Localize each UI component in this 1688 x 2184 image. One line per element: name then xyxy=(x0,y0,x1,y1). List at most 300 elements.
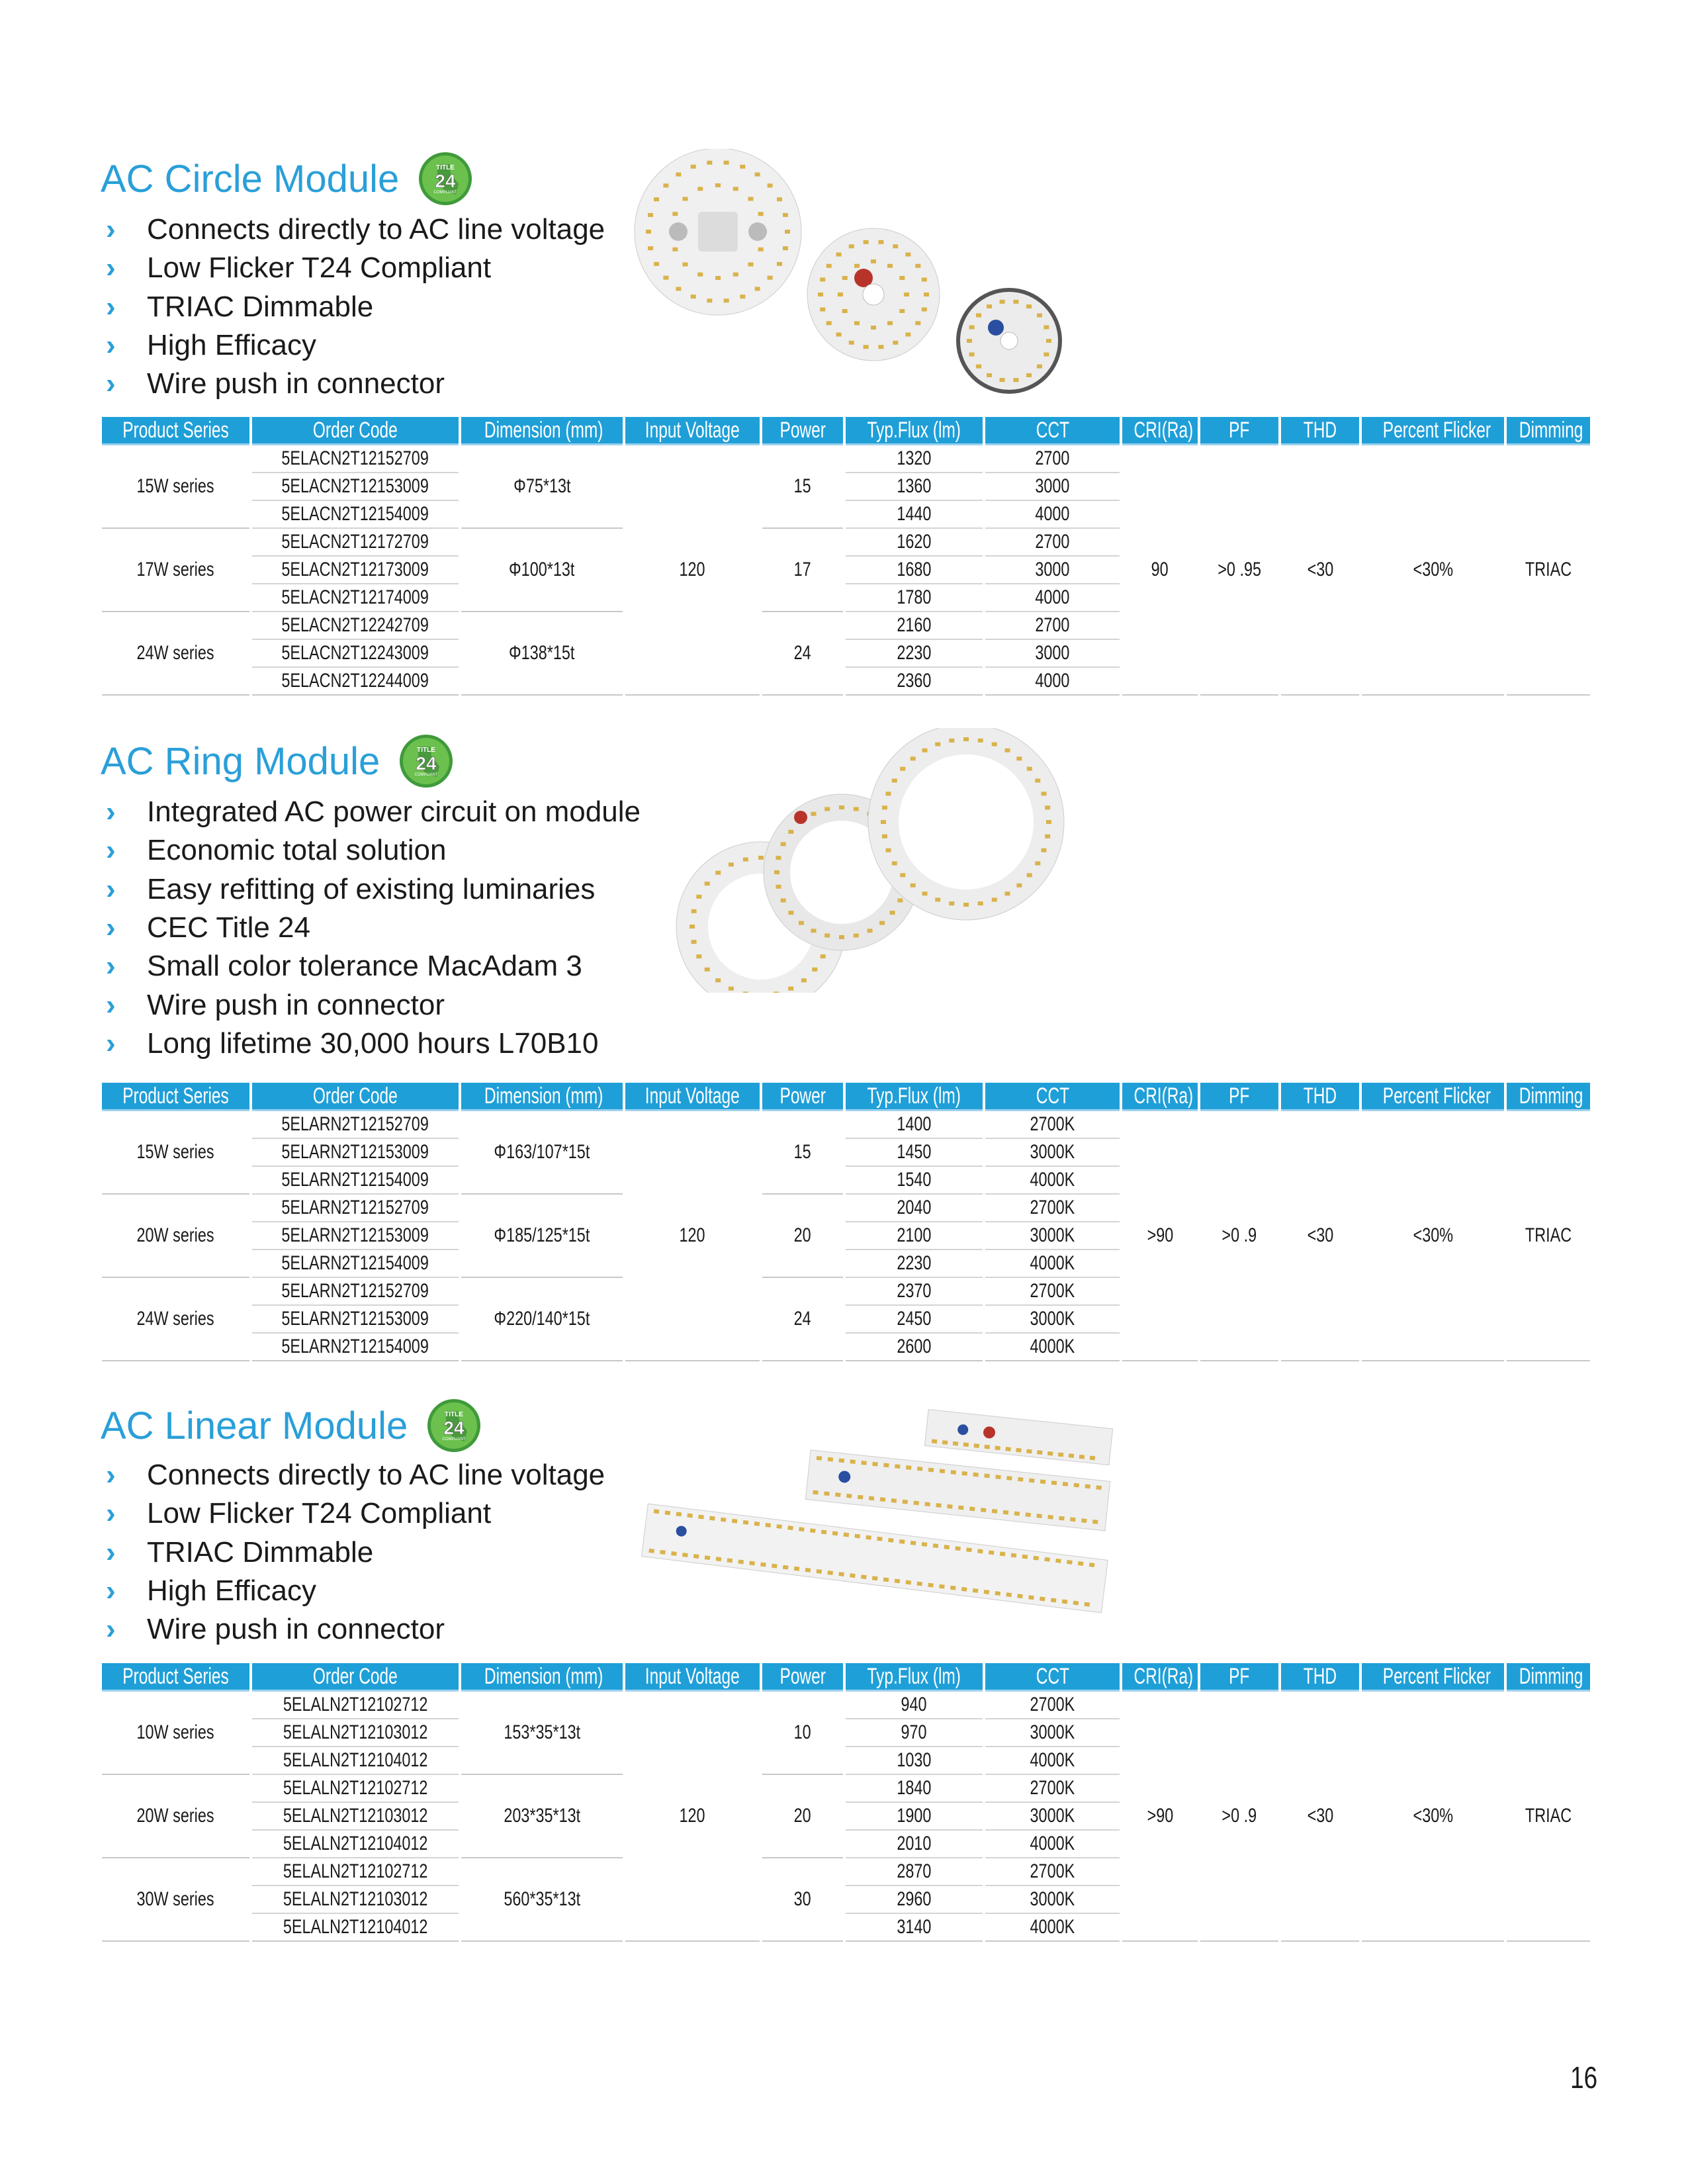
column-header-dimension-mm xyxy=(461,1083,623,1111)
cct-cell xyxy=(985,557,1120,584)
product-series-cell xyxy=(102,1111,249,1195)
order-code-cell xyxy=(252,584,459,612)
order-code: 5ELACN2T12244009 xyxy=(281,670,429,692)
cct: 4000K xyxy=(1030,1336,1075,1357)
column-header-thd xyxy=(1281,417,1359,445)
feature-text: TRIAC Dimmable xyxy=(147,1535,374,1569)
power-cell xyxy=(762,1278,843,1361)
product-series: 24W series xyxy=(136,642,215,664)
flux: 1540 xyxy=(897,1169,932,1191)
dimming: TRIAC xyxy=(1525,1224,1572,1246)
column-header-text: Product Series xyxy=(122,417,229,443)
dimming: TRIAC xyxy=(1525,559,1572,580)
page-number xyxy=(1567,2060,1601,2095)
column-header-text: Typ.Flux (lm) xyxy=(867,1083,961,1109)
dimension-cell xyxy=(461,1111,623,1195)
table-header-row xyxy=(102,1663,1590,1692)
feature-text: Easy refitting of existing luminaries xyxy=(147,872,596,905)
order-code: 5ELALN2T12104012 xyxy=(283,1833,428,1854)
column-header-pf xyxy=(1200,1083,1278,1111)
power: 30 xyxy=(793,1888,812,1910)
order-code-cell xyxy=(252,612,459,640)
power-cell xyxy=(762,1195,843,1278)
feature-item xyxy=(106,249,605,287)
flux-cell xyxy=(846,1306,983,1334)
column-header-text: PF xyxy=(1229,1083,1250,1109)
title-24-badge-icon xyxy=(398,733,454,789)
chevron-right-icon: › xyxy=(106,796,116,829)
feature-text: Connects directly to AC line voltage xyxy=(147,213,605,246)
flux: 1360 xyxy=(897,475,932,497)
column-header-text: Percent Flicker xyxy=(1382,417,1491,443)
dimension: Φ220/140*15t xyxy=(494,1308,590,1330)
feature-list xyxy=(106,210,605,403)
order-code: 5ELARN2T12153009 xyxy=(281,1308,429,1330)
order-code-cell xyxy=(252,1803,459,1831)
order-code: 5ELARN2T12152709 xyxy=(281,1197,429,1218)
page-number-text: 16 xyxy=(1570,2060,1598,2095)
dimension-cell xyxy=(461,1775,623,1858)
cct: 4000K xyxy=(1030,1833,1075,1854)
order-code-cell xyxy=(252,1139,459,1167)
svg-text:TITLE: TITLE xyxy=(445,1411,464,1418)
chevron-right-icon: › xyxy=(106,950,116,983)
cct-cell xyxy=(985,612,1120,640)
cct-cell xyxy=(985,1167,1120,1195)
cct: 4000K xyxy=(1030,1169,1075,1191)
thd-cell xyxy=(1281,1692,1359,1942)
cct-cell xyxy=(985,584,1120,612)
dimension: Φ163/107*15t xyxy=(494,1141,590,1163)
order-code-cell xyxy=(252,640,459,668)
chevron-right-icon: › xyxy=(106,290,116,323)
product-series: 24W series xyxy=(136,1308,215,1330)
order-code: 5ELACN2T12243009 xyxy=(281,642,429,664)
dimension-cell xyxy=(461,1858,623,1942)
column-header-percent-flicker xyxy=(1362,1663,1504,1692)
column-header-text: CRI(Ra) xyxy=(1133,417,1194,443)
cct: 3000 xyxy=(1035,559,1070,580)
flux: 1400 xyxy=(897,1113,932,1135)
cct-cell xyxy=(985,1306,1120,1334)
order-code-cell xyxy=(252,501,459,529)
feature-item xyxy=(106,985,641,1024)
pf: >0 .9 xyxy=(1222,1224,1257,1246)
product-series-cell xyxy=(102,1858,249,1942)
column-header-input-voltage xyxy=(625,1083,760,1111)
order-code: 5ELARN2T12152709 xyxy=(281,1280,429,1302)
flux: 1620 xyxy=(897,531,932,553)
power: 20 xyxy=(793,1224,812,1246)
column-header-thd xyxy=(1281,1663,1359,1692)
dimension: 153*35*13t xyxy=(504,1721,580,1743)
cct-cell xyxy=(985,1278,1120,1306)
cct: 3000K xyxy=(1030,1141,1075,1163)
chevron-right-icon: › xyxy=(106,1459,116,1492)
product-series: 10W series xyxy=(136,1721,215,1743)
flux-cell xyxy=(846,1250,983,1278)
order-code: 5ELALN2T12103012 xyxy=(283,1721,428,1743)
column-header-text: Power xyxy=(779,1663,826,1689)
section-title-row xyxy=(101,1398,482,1453)
percent-flicker-cell xyxy=(1362,445,1504,696)
feature-text: Connects directly to AC line voltage xyxy=(147,1459,605,1492)
order-code-cell xyxy=(252,1195,459,1222)
cct-cell xyxy=(985,1250,1120,1278)
power-cell xyxy=(762,1111,843,1195)
circle-module-photo xyxy=(629,149,1079,400)
cct: 2700K xyxy=(1030,1777,1075,1799)
power-cell xyxy=(762,1858,843,1942)
column-header-text: Dimension (mm) xyxy=(484,1663,603,1689)
cct-cell xyxy=(985,640,1120,668)
flux-cell xyxy=(846,1195,983,1222)
spec-table xyxy=(99,1083,1593,1361)
column-header-text: Typ.Flux (lm) xyxy=(867,1663,961,1689)
section-title: AC Ring Module xyxy=(101,739,380,783)
feature-text: Economic total solution xyxy=(147,834,447,867)
dimension: 560*35*13t xyxy=(504,1888,580,1910)
svg-text:24: 24 xyxy=(435,171,456,191)
order-code: 5ELARN2T12152709 xyxy=(281,1113,429,1135)
section-title-row xyxy=(101,151,473,206)
chevron-right-icon: › xyxy=(106,1613,116,1646)
order-code-cell xyxy=(252,529,459,557)
flux-cell xyxy=(846,1803,983,1831)
table-row xyxy=(102,1692,1590,1719)
input-voltage: 120 xyxy=(679,1224,706,1246)
flux: 1320 xyxy=(897,447,932,469)
flux: 1840 xyxy=(897,1777,932,1799)
cri: >90 xyxy=(1147,1224,1173,1246)
cct-cell xyxy=(985,1111,1120,1139)
column-header-cct xyxy=(985,417,1120,445)
order-code-cell xyxy=(252,473,459,501)
feature-text: Wire push in connector xyxy=(147,1613,445,1646)
dimension: 203*35*13t xyxy=(504,1805,580,1827)
flux-cell xyxy=(846,1111,983,1139)
feature-text: Long lifetime 30,000 hours L70B10 xyxy=(147,1026,599,1060)
power-cell xyxy=(762,1775,843,1858)
flux-cell xyxy=(846,1886,983,1914)
feature-item xyxy=(106,1533,605,1572)
power: 17 xyxy=(793,559,812,580)
order-code: 5ELALN2T12102712 xyxy=(283,1777,428,1799)
feature-list xyxy=(106,1456,605,1649)
product-series: 15W series xyxy=(136,1141,215,1163)
chevron-right-icon: › xyxy=(106,911,116,944)
cct-cell xyxy=(985,1719,1120,1747)
cct: 3000 xyxy=(1035,475,1070,497)
column-header-text: CRI(Ra) xyxy=(1133,1083,1194,1109)
column-header-text: Input Voltage xyxy=(645,1663,740,1689)
cri: 90 xyxy=(1151,559,1169,580)
flux: 1030 xyxy=(897,1749,932,1771)
column-header-text: CCT xyxy=(1036,1083,1069,1109)
flux-cell xyxy=(846,557,983,584)
dimension-cell xyxy=(461,612,623,696)
order-code: 5ELACN2T12152709 xyxy=(281,447,429,469)
cct-cell xyxy=(985,1831,1120,1858)
order-code: 5ELARN2T12154009 xyxy=(281,1169,429,1191)
order-code-cell xyxy=(252,1914,459,1942)
order-code-cell xyxy=(252,1334,459,1361)
feature-text: Integrated AC power circuit on module xyxy=(147,796,641,829)
chevron-right-icon: › xyxy=(106,213,116,246)
power-cell xyxy=(762,529,843,612)
dimming: TRIAC xyxy=(1525,1805,1572,1827)
column-header-text: THD xyxy=(1303,1083,1337,1109)
order-code-cell xyxy=(252,668,459,696)
flux-cell xyxy=(846,1914,983,1942)
percent-flicker-cell xyxy=(1362,1111,1504,1361)
column-header-order-code xyxy=(252,1083,459,1111)
order-code-cell xyxy=(252,1167,459,1195)
order-code-cell xyxy=(252,1278,459,1306)
cct-cell xyxy=(985,1222,1120,1250)
column-header-text: Dimension (mm) xyxy=(484,417,603,443)
flux: 2010 xyxy=(897,1833,932,1854)
column-header-power xyxy=(762,417,843,445)
percent-flicker: <30% xyxy=(1413,1224,1453,1246)
feature-item xyxy=(106,326,605,365)
order-code: 5ELARN2T12154009 xyxy=(281,1252,429,1274)
flux-cell xyxy=(846,668,983,696)
cct: 2700 xyxy=(1035,531,1070,553)
product-series-cell xyxy=(102,1195,249,1278)
chevron-right-icon: › xyxy=(106,872,116,905)
flux: 940 xyxy=(901,1694,928,1715)
chevron-right-icon: › xyxy=(106,1026,116,1060)
column-header-typ-flux-lm xyxy=(846,1663,983,1692)
feature-text: Wire push in connector xyxy=(147,988,445,1021)
flux: 2160 xyxy=(897,614,932,636)
column-header-text: Percent Flicker xyxy=(1382,1663,1491,1689)
cct-cell xyxy=(985,668,1120,696)
column-header-text: Order Code xyxy=(313,417,398,443)
cri-cell xyxy=(1122,445,1198,696)
table-header-row xyxy=(102,417,1590,445)
order-code-cell xyxy=(252,1775,459,1803)
cct: 3000K xyxy=(1030,1888,1075,1910)
table-header-row xyxy=(102,1083,1590,1111)
column-header-cri-ra xyxy=(1122,1663,1198,1692)
flux-cell xyxy=(846,1139,983,1167)
cct: 2700K xyxy=(1030,1113,1075,1135)
cct-cell xyxy=(985,473,1120,501)
cct: 4000K xyxy=(1030,1749,1075,1771)
flux: 1440 xyxy=(897,503,932,525)
power: 20 xyxy=(793,1805,812,1827)
product-series-cell xyxy=(102,1278,249,1361)
column-header-text: PF xyxy=(1229,417,1250,443)
cct: 4000 xyxy=(1035,586,1070,608)
dimension-cell xyxy=(461,1195,623,1278)
dimming-cell xyxy=(1507,1692,1590,1942)
flux-cell xyxy=(846,1775,983,1803)
ring-module-photo xyxy=(668,728,1079,993)
flux-cell xyxy=(846,1222,983,1250)
cct-cell xyxy=(985,1775,1120,1803)
order-code-cell xyxy=(252,1719,459,1747)
flux: 2600 xyxy=(897,1336,932,1357)
column-header-text: CCT xyxy=(1036,1663,1069,1689)
column-header-dimming xyxy=(1507,1663,1590,1692)
feature-text: Wire push in connector xyxy=(147,367,445,400)
flux: 1450 xyxy=(897,1141,932,1163)
order-code-cell xyxy=(252,1222,459,1250)
chevron-right-icon: › xyxy=(106,1535,116,1569)
feature-item xyxy=(106,870,641,909)
cct-cell xyxy=(985,1803,1120,1831)
power-cell xyxy=(762,1692,843,1775)
column-header-percent-flicker xyxy=(1362,417,1504,445)
feature-text: Low Flicker T24 Compliant xyxy=(147,251,492,285)
flux: 2370 xyxy=(897,1280,932,1302)
column-header-typ-flux-lm xyxy=(846,417,983,445)
feature-item xyxy=(106,947,641,985)
column-header-text: Order Code xyxy=(313,1083,398,1109)
order-code: 5ELALN2T12103012 xyxy=(283,1888,428,1910)
column-header-thd xyxy=(1281,1083,1359,1111)
flux: 2230 xyxy=(897,642,932,664)
chevron-right-icon: › xyxy=(106,1497,116,1530)
column-header-text: Input Voltage xyxy=(645,417,740,443)
power: 24 xyxy=(793,642,812,664)
dimension: Φ138*15t xyxy=(509,642,575,664)
order-code: 5ELALN2T12102712 xyxy=(283,1860,428,1882)
feature-item xyxy=(106,288,605,326)
column-header-dimming xyxy=(1507,1083,1590,1111)
column-header-text: Typ.Flux (lm) xyxy=(867,417,961,443)
percent-flicker-cell xyxy=(1362,1692,1504,1942)
column-header-text: Product Series xyxy=(122,1083,229,1109)
feature-text: CEC Title 24 xyxy=(147,911,310,944)
title-24-badge-icon xyxy=(418,151,473,206)
cct-cell xyxy=(985,1692,1120,1719)
title-24-badge-icon xyxy=(426,1398,482,1453)
flux-cell xyxy=(846,1692,983,1719)
feature-text: TRIAC Dimmable xyxy=(147,290,374,323)
product-series-cell xyxy=(102,1775,249,1858)
feature-text: High Efficacy xyxy=(147,1574,316,1608)
cct: 4000K xyxy=(1030,1916,1075,1938)
column-header-cri-ra xyxy=(1122,417,1198,445)
flux-cell xyxy=(846,529,983,557)
product-series: 30W series xyxy=(136,1888,215,1910)
feature-item xyxy=(106,909,641,947)
pf-cell xyxy=(1200,1111,1278,1361)
power: 15 xyxy=(793,475,812,497)
power: 10 xyxy=(793,1721,812,1743)
order-code: 5ELALN2T12102712 xyxy=(283,1694,428,1715)
order-code-cell xyxy=(252,1111,459,1139)
thd-cell xyxy=(1281,1111,1359,1361)
column-header-cct xyxy=(985,1083,1120,1111)
flux: 1780 xyxy=(897,586,932,608)
flux: 2360 xyxy=(897,670,932,692)
chevron-right-icon: › xyxy=(106,1574,116,1608)
cct: 3000K xyxy=(1030,1721,1075,1743)
column-header-text: Power xyxy=(779,1083,826,1109)
feature-item xyxy=(106,365,605,403)
power-cell xyxy=(762,612,843,696)
input-voltage-cell xyxy=(625,1111,760,1361)
flux: 2100 xyxy=(897,1224,932,1246)
flux: 970 xyxy=(901,1721,928,1743)
product-series: 17W series xyxy=(136,559,215,580)
section-title-row xyxy=(101,733,454,789)
pf: >0 .95 xyxy=(1218,559,1261,580)
column-header-text: Product Series xyxy=(122,1663,229,1689)
flux: 2960 xyxy=(897,1888,932,1910)
order-code-cell xyxy=(252,1858,459,1886)
cct: 4000 xyxy=(1035,503,1070,525)
flux-cell xyxy=(846,1167,983,1195)
order-code: 5ELACN2T12174009 xyxy=(281,586,429,608)
order-code: 5ELALN2T12104012 xyxy=(283,1916,428,1938)
column-header-text: Order Code xyxy=(313,1663,398,1689)
cct: 2700 xyxy=(1035,614,1070,636)
column-header-product-series xyxy=(102,417,249,445)
flux-cell xyxy=(846,1858,983,1886)
feature-item xyxy=(106,1024,641,1063)
flux: 2450 xyxy=(897,1308,932,1330)
feature-item xyxy=(106,210,605,249)
svg-text:TITLE: TITLE xyxy=(417,747,436,754)
product-series: 15W series xyxy=(136,475,215,497)
column-header-text: Dimming xyxy=(1519,1663,1583,1689)
svg-text:TITLE: TITLE xyxy=(436,164,455,171)
column-header-text: THD xyxy=(1303,417,1337,443)
column-header-order-code xyxy=(252,417,459,445)
percent-flicker: <30% xyxy=(1413,559,1453,580)
pf: >0 .9 xyxy=(1222,1805,1257,1827)
column-header-text: THD xyxy=(1303,1663,1337,1689)
feature-item xyxy=(106,793,641,831)
cct-cell xyxy=(985,445,1120,473)
input-voltage: 120 xyxy=(679,559,706,580)
column-header-percent-flicker xyxy=(1362,1083,1504,1111)
column-header-input-voltage xyxy=(625,417,760,445)
svg-text:24: 24 xyxy=(443,1418,465,1438)
flux-cell xyxy=(846,584,983,612)
cct-cell xyxy=(985,501,1120,529)
cct-cell xyxy=(985,1747,1120,1775)
cct-cell xyxy=(985,1139,1120,1167)
feature-text: High Efficacy xyxy=(147,329,316,362)
order-code: 5ELACN2T12154009 xyxy=(281,503,429,525)
chevron-right-icon: › xyxy=(106,251,116,285)
feature-item xyxy=(106,1456,605,1494)
power-cell xyxy=(762,445,843,529)
dimension-cell xyxy=(461,445,623,529)
cct: 2700K xyxy=(1030,1197,1075,1218)
order-code-cell xyxy=(252,1306,459,1334)
column-header-text: Dimming xyxy=(1519,1083,1583,1109)
cct: 3000K xyxy=(1030,1308,1075,1330)
dimension: Φ185/125*15t xyxy=(494,1224,590,1246)
flux-cell xyxy=(846,445,983,473)
feature-text: Low Flicker T24 Compliant xyxy=(147,1497,492,1530)
section-title: AC Circle Module xyxy=(101,157,400,201)
column-header-product-series xyxy=(102,1663,249,1692)
order-code-cell xyxy=(252,1747,459,1775)
order-code-cell xyxy=(252,1886,459,1914)
column-header-power xyxy=(762,1083,843,1111)
cct-cell xyxy=(985,1195,1120,1222)
flux-cell xyxy=(846,1278,983,1306)
